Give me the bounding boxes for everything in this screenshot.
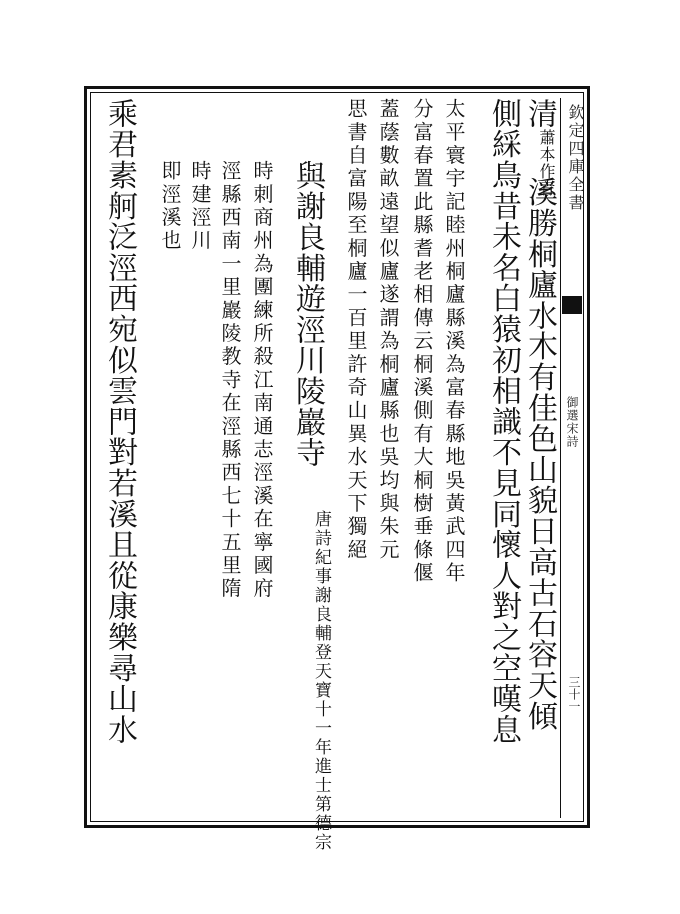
text-column-11: [160, 160, 180, 253]
column-7-main: 與謝良輔遊涇川陵巖寺: [290, 160, 325, 468]
fish-tail-mark: [562, 296, 582, 314]
margin-title: 欽定四庫全書: [566, 104, 585, 212]
margin-subtitle: 御選宋詩: [565, 396, 579, 448]
text-column-9: [220, 160, 240, 601]
margin-page-number: 三十一: [567, 676, 581, 712]
column-1-main-cont: 溪勝桐廬水木有佳色山貌日高古石容天傾: [522, 176, 557, 732]
column-8-note: 時刺商州為團練所殺江南通志涇溪在寧國府: [250, 160, 274, 601]
text-column-4: [412, 98, 432, 585]
text-column-8: [252, 160, 272, 601]
text-column-12: [102, 98, 137, 745]
text-column-7: [290, 160, 325, 468]
text-column-7-note: 唐詩紀事謝良輔登天寶十一年進士第德宗: [311, 510, 331, 852]
column-4-note: 分富春置此縣耆老相傳云桐溪側有大桐樹垂條偃: [410, 98, 434, 586]
column-9-note: 涇縣西南一里巖陵教寺在涇縣西七十五里隋: [218, 160, 242, 601]
text-column-1: [522, 98, 557, 732]
column-10-note: 時建涇川: [188, 160, 212, 253]
text-column-3: [444, 98, 464, 585]
column-6-note: 思書自富陽至桐廬一百里許奇山異水天下獨絕: [344, 98, 368, 562]
column-1-main: 清: [522, 98, 557, 129]
text-column-10: [190, 160, 210, 253]
text-column-2: [486, 98, 521, 745]
column-11-note: 即涇溪也: [158, 160, 182, 253]
column-2-main: 側綵鳥昔未名白猿初相識不見同懷人對之空嘆息: [486, 98, 521, 745]
text-column-5: [378, 98, 398, 562]
text-column-6: [346, 98, 366, 562]
column-12-main: 乘君素舸泛涇西宛似雲門對若溪且從康樂尋山水: [102, 98, 137, 745]
column-1-note: 蕭本作青: [537, 128, 556, 197]
column-5-note: 蓋蔭數畝遠望似廬遂謂為桐廬縣也吳均與朱元: [376, 98, 400, 562]
column-3-note: 太平寰宇記睦州桐廬縣溪為富春縣地吳黃武四年: [442, 98, 466, 586]
